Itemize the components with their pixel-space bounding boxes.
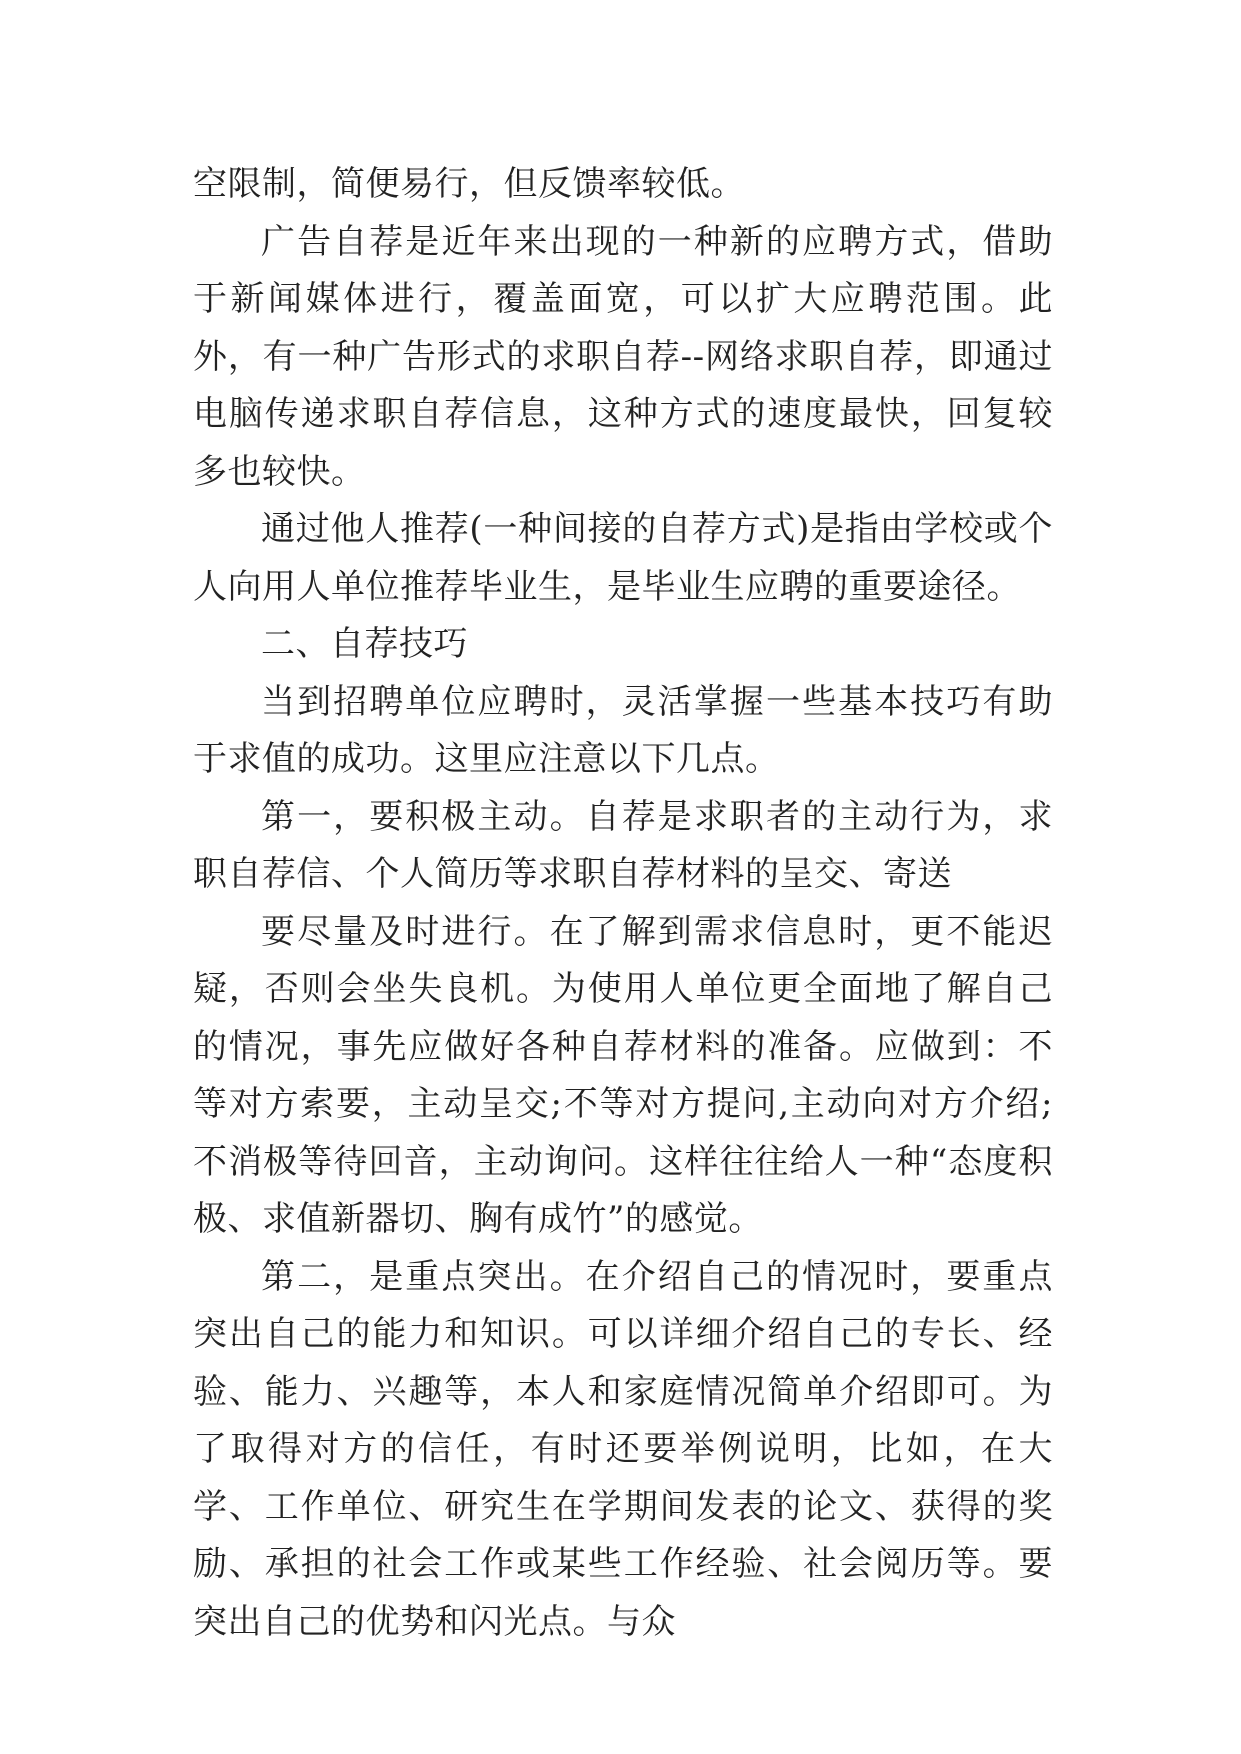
section-heading-self-recommendation-skills: 二、自荐技巧 <box>261 624 468 664</box>
document-body <box>193 156 1053 1651</box>
paragraph-continuation: 空限制，简便易行，但反馈率较低。 <box>193 164 745 204</box>
paragraph-skills-intro: 当到招聘单位应聘时，灵活掌握一些基本技巧有助于求值的成功。这里应注意以下几点。 <box>193 681 1053 779</box>
paragraph-point-two: 第二，是重点突出。在介绍自己的情况时，要重点突出自己的能力和知识。可以详细介绍自己的专长、经验、能力、兴趣等，本人和家庭情况简单介绍即可。为了取得对方的信任，有时还要举例说明，比如，在大学、工作单位、研究生在学期间发表的论文、获得的奖励、承担的社会工作或某些工作经验、社会阅历等。要突出自己的优势和闪光点。与众 <box>193 1256 1053 1642</box>
paragraph-recommendation-by-others: 通过他人推荐(一种间接的自荐方式)是指由学校或个人向用人单位推荐毕业生，是毕业生应聘的重要途径。 <box>193 509 1053 607</box>
paragraph-advertising-self-recommendation: 广告自荐是近年来出现的一种新的应聘方式，借助于新闻媒体进行，覆盖面宽，可以扩大应聘范围。此外，有一种广告形式的求职自荐--网络求职自荐，即通过电脑传递求职自荐信息，这种方式的速度最快，回复较多也较快。 <box>193 221 1053 492</box>
paragraph-point-one-continued: 要尽量及时进行。在了解到需求信息时，更不能迟疑，否则会坐失良机。为使用人单位更全面地了解自己的情况，事先应做好各种自荐材料的准备。应做到：不等对方索要，主动呈交;不等对方提问,主动向对方介绍;不消极等待回音，主动询问。这样往往给人一种“态度积极、求值新器切、胸有成竹”的感觉。 <box>193 911 1053 1239</box>
paragraph-point-one: 第一，要积极主动。自荐是求职者的主动行为，求职自荐信、个人简历等求职自荐材料的呈交、寄送 <box>193 796 1053 894</box>
